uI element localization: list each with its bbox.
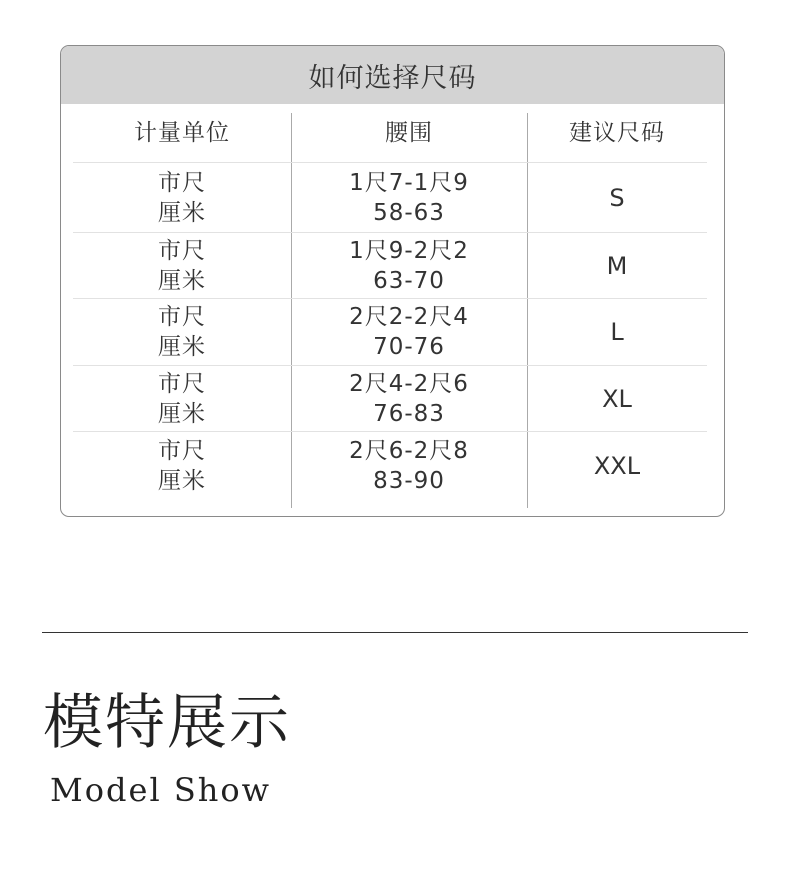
unit-cm: 厘米 <box>158 199 206 226</box>
waist-cell <box>291 163 527 232</box>
waist-cm: 58-63 <box>373 199 445 226</box>
size-label: XXL <box>593 452 641 480</box>
waist-cell <box>291 299 527 365</box>
size-label: L <box>610 318 624 346</box>
waist-shichi: 1尺7-1尺9 <box>349 169 469 196</box>
unit-shichi: 市尺 <box>158 370 206 397</box>
waist-cm: 63-70 <box>373 267 445 294</box>
unit-cell <box>73 432 291 500</box>
table-row <box>73 163 707 233</box>
unit-cell <box>73 163 291 232</box>
unit-shichi: 市尺 <box>158 169 206 196</box>
waist-cell <box>291 233 527 298</box>
table-header-row <box>73 104 707 163</box>
header-size: 建议尺码 <box>569 120 665 146</box>
unit-shichi: 市尺 <box>158 438 206 464</box>
waist-shichi: 2尺4-2尺6 <box>349 370 469 397</box>
size-cell <box>527 233 707 298</box>
unit-cm: 厘米 <box>158 400 206 427</box>
header-unit: 计量单位 <box>134 120 230 146</box>
unit-cell <box>73 366 291 431</box>
unit-cell <box>73 233 291 298</box>
unit-shichi: 市尺 <box>158 304 206 330</box>
size-cell <box>527 366 707 431</box>
table-row <box>73 366 707 432</box>
size-label: S <box>609 183 625 212</box>
waist-cell <box>291 366 527 431</box>
unit-cm: 厘米 <box>158 334 206 360</box>
size-cell <box>527 432 707 500</box>
size-chart-card <box>60 45 725 517</box>
unit-cm: 厘米 <box>158 267 206 294</box>
unit-cell <box>73 299 291 365</box>
waist-cell <box>291 432 527 500</box>
waist-cm: 83-90 <box>373 468 445 494</box>
waist-shichi: 1尺9-2尺2 <box>349 237 469 264</box>
size-label: M <box>606 251 628 280</box>
unit-cm: 厘米 <box>158 468 206 494</box>
waist-shichi: 2尺6-2尺8 <box>349 438 469 464</box>
header-waist: 腰围 <box>385 120 433 146</box>
size-chart-title: 如何选择尺码 <box>61 46 724 104</box>
table-row <box>73 299 707 366</box>
waist-cm: 70-76 <box>373 334 445 360</box>
size-label: XL <box>602 384 632 413</box>
model-section-title: 模特展示 <box>43 688 291 758</box>
size-cell <box>527 163 707 232</box>
size-cell <box>527 299 707 365</box>
unit-shichi: 市尺 <box>158 237 206 264</box>
table-row <box>73 233 707 299</box>
waist-cm: 76-83 <box>373 400 445 427</box>
waist-shichi: 2尺2-2尺4 <box>349 304 469 330</box>
section-divider <box>42 632 748 633</box>
table-row <box>73 432 707 500</box>
model-section-subtitle: Model Show <box>50 771 272 809</box>
